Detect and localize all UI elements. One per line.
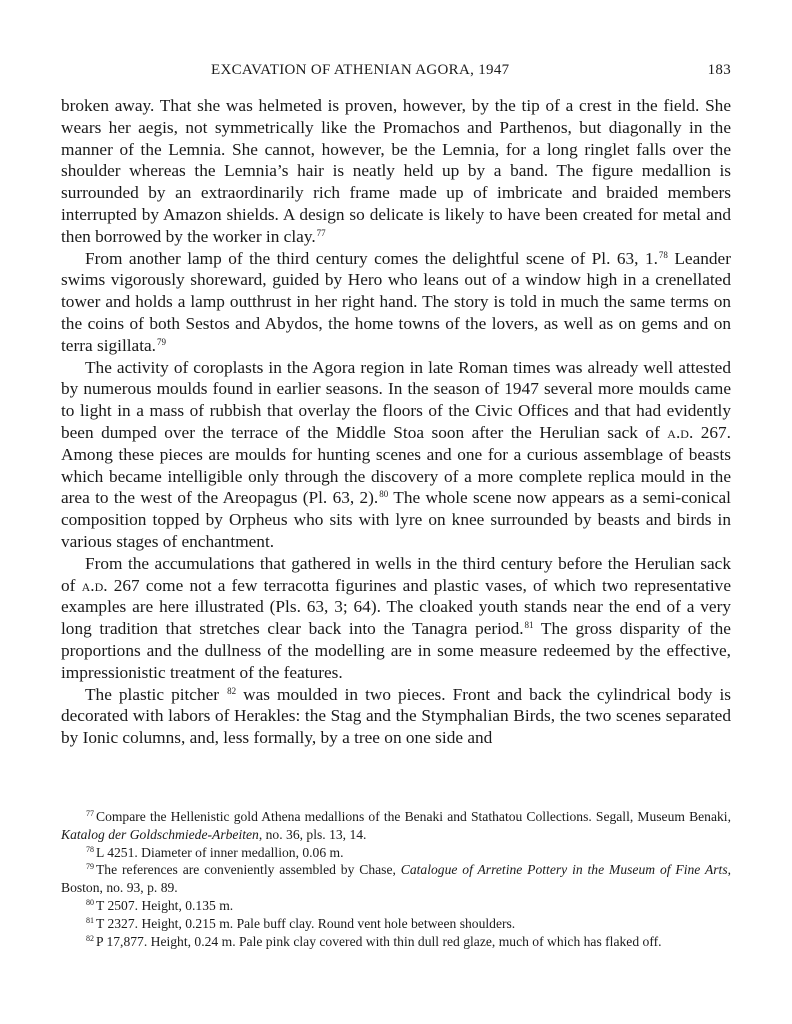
footnote-text: T 2327. Height, 0.215 m. Pale buff clay. Round vent hole between shoulders. bbox=[96, 915, 516, 931]
paragraph-text: The gross disparity of the proportions and the dullness of the modelling are in some measure redeemed by the effective, impressionistic treatment of the features. bbox=[61, 619, 731, 682]
paragraph bbox=[61, 248, 731, 357]
footnote-ref: 79 bbox=[157, 336, 167, 347]
paragraph-text: Leander swims vigorously shoreward, guided by Hero who leans out of a window high in a crenellated tower and holds a lamp outthrust in her right hand. The story is told in much the same terms on the coins of both Sestos and Abydos, the home towns of the lovers, as well as on gems and on terra sigillata. bbox=[61, 248, 731, 355]
era-abbreviation: a.d. bbox=[667, 422, 694, 442]
page-number: 183 bbox=[707, 62, 731, 78]
paragraph-text: The activity of coroplasts in the Agora region in late Roman times was already well attested by numerous moulds found in earlier seasons. In the season of 1947 several more moulds came to light in a mass of rubbish that overlay the floors of the Civic Offices and that had evidently been dumped over the terrace of the Middle Stoa soon after the Herulian sack of bbox=[61, 357, 731, 442]
paragraph-text: From another lamp of the third century comes the delightful scene of Pl. 63, 1. bbox=[85, 248, 658, 268]
footnote-title: Katalog der Goldschmiede-Arbeiten bbox=[61, 826, 259, 842]
footnote-ref: 77 bbox=[316, 227, 326, 238]
era-abbreviation: a.d. bbox=[81, 575, 108, 595]
footnote-ref: 81 bbox=[524, 620, 534, 631]
footnote-ref: 82 bbox=[227, 685, 237, 696]
footnote bbox=[61, 915, 731, 933]
paragraph-text: was moulded in two pieces. Front and back the cylindrical body is decorated with labors of Herakles: the Stag and the Stymphalian Birds, the two scenes separated by Ionic columns, and, less formally, by a tree on one side and bbox=[61, 684, 731, 748]
footnote-number: 81 bbox=[86, 915, 94, 925]
footnote-text: , Boston, no. 93, p. 89. bbox=[61, 862, 732, 896]
paragraph bbox=[61, 357, 731, 553]
footnote bbox=[61, 897, 731, 915]
paragraph-text: 267. Among these pieces are moulds for hunting scenes and one for a curious assemblage of beasts which became intelligible only through the discovery of a more complete replica mould in the area to the west of the Areopagus (Pl. 63, 2). bbox=[61, 422, 731, 508]
footnote bbox=[61, 933, 731, 951]
paragraph bbox=[61, 553, 731, 684]
footnote-number: 79 bbox=[86, 862, 94, 872]
paragraph-text: From the accumulations that gathered in wells in the third century before the Herulian sack of bbox=[61, 553, 731, 595]
footnote-text: L 4251. Diameter of inner medallion, 0.06 m. bbox=[96, 844, 344, 860]
paragraph bbox=[61, 684, 731, 749]
footnote-ref: 78 bbox=[658, 249, 668, 260]
footnote-text: T 2507. Height, 0.135 m. bbox=[96, 897, 234, 913]
footnote-number: 78 bbox=[86, 844, 94, 854]
footnote-text: P 17,877. Height, 0.24 m. Pale pink clay covered with thin dull red glaze, much of which has flaked off. bbox=[96, 933, 662, 949]
footnote-title: Catalogue of Arretine Pottery in the Museum of Fine Arts bbox=[400, 862, 728, 878]
footnote-text: Compare the Hellenistic gold Athena medallions of the Benaki and Stathatou Collections. Segall, Museum Benaki, bbox=[96, 809, 731, 824]
paragraph-text: broken away. That she was helmeted is proven, however, by the tip of a crest in the field. She wears her aegis, not symmetrically like the Promachos and Parthenos, but diagonally in the manner of the Lemnia. She cannot, however, be the Lemnia, for a long ringlet falls over the shoulder whereas the Lemnia’s hair is neatly held up by a band. The figure medallion is surrounded by an extraordinarily rich frame made up of imbricate and braided members interrupted by Amazon shields. A design so delicate is likely to have been created for metal and then borrowed by the worker in clay. bbox=[61, 96, 731, 246]
footnotes bbox=[61, 808, 731, 950]
paragraph-text: The whole scene now appears as a semi-conical composition topped by Orpheus who sits with lyre on knee surrounded by beasts and birds in various stages of enchantment. bbox=[61, 488, 731, 551]
running-title: EXCAVATION OF ATHENIAN AGORA, 1947 bbox=[211, 62, 510, 78]
footnote-ref: 80 bbox=[379, 489, 389, 500]
footnote bbox=[61, 861, 731, 897]
paragraph bbox=[61, 95, 731, 248]
footnote bbox=[61, 844, 731, 862]
paragraph-text: The plastic pitcher bbox=[85, 684, 220, 704]
footnote-text: , no. 36, pls. 13, 14. bbox=[258, 826, 367, 842]
body-text bbox=[61, 95, 731, 749]
footnote-number: 77 bbox=[86, 809, 94, 818]
paragraph-text: 267 come not a few terracotta figurines and plastic vases, of which two representative examples are here illustrated (Pls. 63, 3; 64). The cloaked youth stands near the end of a very long tradition that stretches clear back into the Tanagra period. bbox=[61, 575, 731, 639]
footnote-number: 82 bbox=[86, 933, 94, 943]
footnote-text: The references are conveniently assembled by Chase, bbox=[96, 862, 401, 878]
footnote bbox=[61, 808, 731, 844]
running-header bbox=[61, 62, 731, 86]
footnote-number: 80 bbox=[86, 897, 94, 907]
